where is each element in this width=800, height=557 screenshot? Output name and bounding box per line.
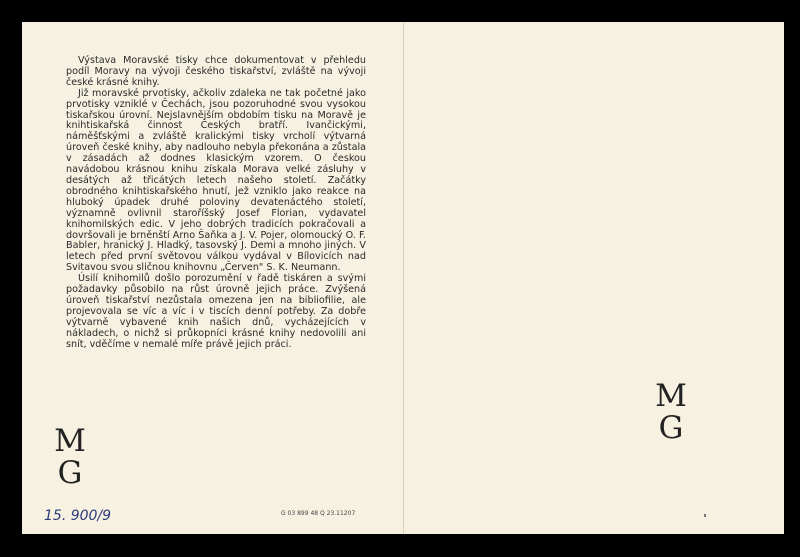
handwritten-inventory-number: 15. 900/9 [44,508,112,524]
monogram-letter-g: G [57,455,83,491]
printer-code: G 03 899 48 Q 23.11207 [281,510,356,517]
paragraph-intro: Výstava Moravské tisky chce dokumentovat v přehledu podíl Moravy na vývoji českého tiskařství, zvláště na vývoji české krásné knihy. [66,55,366,88]
monogram-letter-m: M [655,378,687,414]
exhibition-text [66,56,366,350]
paragraph-history: Již moravské prvotisky, ačkoliv zdaleka ne tak početné jako prvotisky vzniklé v Čechách, jsou pozoruhodné svou vysokou tiskařskou úrovní. Nejslavnějším obdobím tisku na Moravě je knihtiskařská činnost Českých bratří. Ivančickými, náměšťskými a zvláště kralickými tisky vrcholí výtvarná úroveň české knihy, aby nadlouho nebyla překonána a zůstala v zásadách až dodnes klasickým vzorem. O českou navádobou krásnou knihu získala Morava velké zásluhy v desátých až třicátých letech našeho století. Začátky obrodného knihtiskařského hnutí, jež vzniklo jako reakce na hluboký úpadek druhé poloviny devatenáctého století, významně ovlivnil staroříšský Josef Florian, vydavatel knihomilských edic. V jeho dobrých tradicích pokračovali a dovršovali je brněnští Arno Šaňka a J. V. Pojer, olomoucký O. F. Babler, hranický J. Hladký, tasovský J. Demi a mnoho jiných. V letech před první světovou válkou vydával v Bílovicích nad Svitavou svou sličnou knihovnu „Červen" S. K. Neumann. [66,87,366,274]
mg-monogram-right [654,380,688,444]
monogram-letter-g: G [658,410,684,446]
monogram-letter-m: M [54,423,86,459]
paragraph-conclusion: Úsilí knihomilů došlo porozumění v řadě tiskáren a svými požadavky působilo na růst úrovně jejich práce. Zvýšená úroveň tiskařství nezůstala omezena jen na bibliofilie, ale projevovala se víc a víc i v tiscích denní potřeby. Za dobře výtvarně vybavené knih našich dnů, vycházejících v nákladech, o nichž si průkopníci krásné knihy nedovolili ani snít, vděčíme v nemalé míře právě jejich práci. [66,273,366,350]
right-page [404,22,784,534]
paper-speck [704,514,706,517]
mg-monogram-left [50,425,90,489]
left-page [22,22,403,534]
